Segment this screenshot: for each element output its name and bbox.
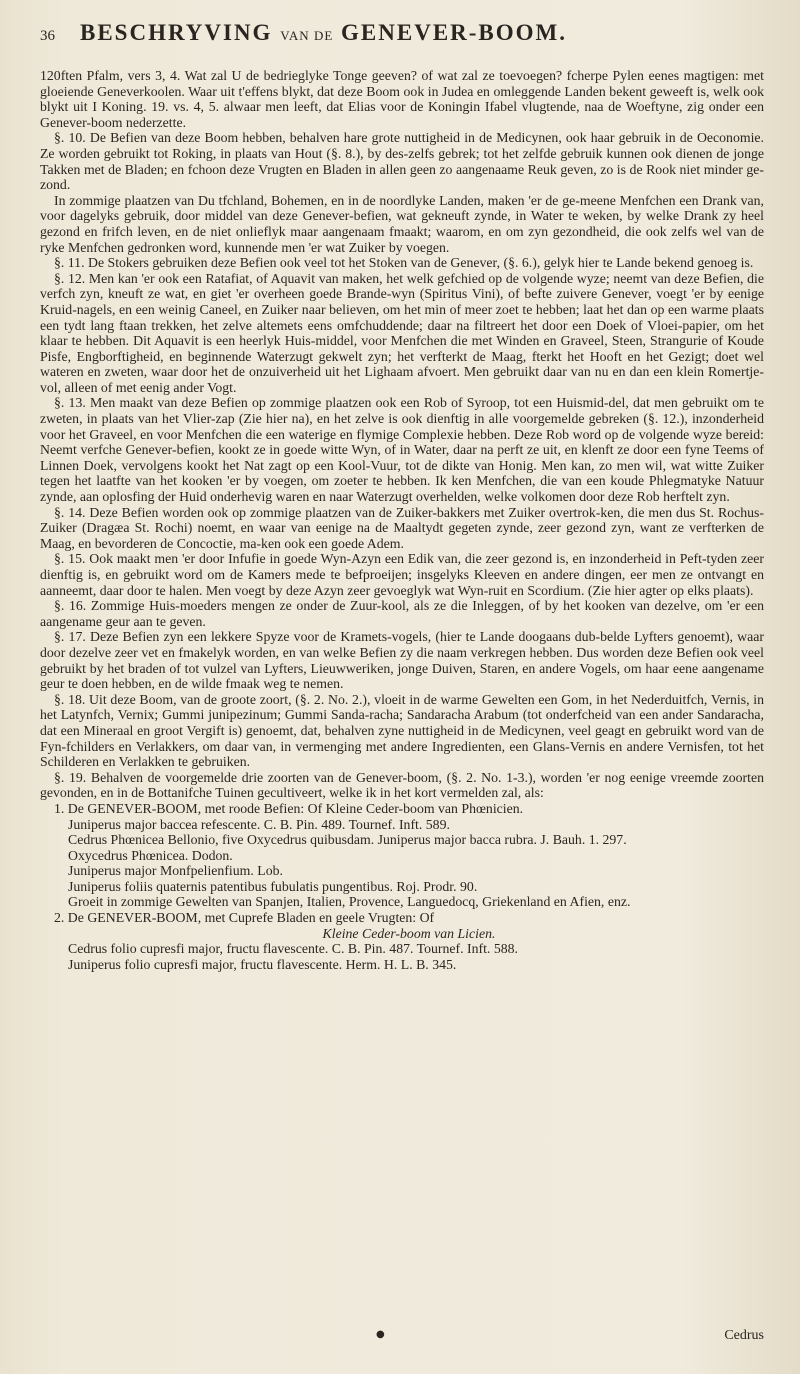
- paragraph: §. 13. Men maakt van deze Befien op zommige plaatzen ook een Rob of Syroop, tot een Huismid-del, dat men gebruikt om te zweten, in plaats van het Vlier-zap (Zie hier na), en het zelve is ook dienftig in alle voorgemelde gebreken (§. 12.), inzonderheid voor het Graveel, en voor Menfchen die een waterige en flymige Complexie hebben. Deze Rob word op de volgende wyze bereid: Neemt verfche Genever-befien, kookt ze in goede witte Wyn, of in Water, daar na perft ze uit, en klenft ze door een fyne Teems of Linnen Doek, vervolgens kookt het Nat zagt op een Kool-Vuur, tot de dikte van Honig. Men kan, zo men wil, wat witte Zuiker tegen het laatfte van het kooken 'er by voegen, om zoeter te hebben. Ik ken Menfchen, die van een koude Phlegmatyke Natuur zynde, aan oplosfing der Huid onderhevig waren en naar Waterzugt overhelden, welke volkomen door deze Rob herftelt zyn.: [40, 395, 764, 505]
- paragraph: §. 18. Uit deze Boom, van de groote zoort, (§. 2. No. 2.), vloeit in de warme Gewelten een Gom, in het Nederduitfch, Vernis, in het Latynfch, Vernix; Gummi junipezinum; Gummi Sanda-racha; Sandaracha Arabum (tot onderfcheid van een ander Sandaracha, dat een Mineraal en groot Vergift is) genoemt, dat, behalven zyne nuttigheid in de Medicynen, veel geagt en gebruikt word van de Fyn-fchilders en Verlakkers, om daar van, in vermenging met andere Ingredienten, een Glans-Vernis en andere Vernisfen, tot het Schilderen en Verlakken te gebruiken.: [40, 691, 764, 770]
- running-title-small: VAN DE: [280, 28, 334, 43]
- paragraph: §. 12. Men kan 'er ook een Ratafiat, of Aquavit van maken, het welk gefchied op de volgende wyze; neemt van deze Befien, die verfch zyn, kneuft ze wat, en giet 'er overheen goede Brande-wyn (Spiritus Vini), of befte zuivere Genever, voegt 'er by eenige Kruid-nagels, en een weinig Caneel, en Zuiker naar believen, om het min of meer zoet te hebben; laat het dan op een warme plaats een tydt lang ftaan trekken, het zelve altemets eens omfchuddende; daar na filtreert het door een Doek of Vloei-papier, om het klaar te hebben. Dit Aquavit is een heerlyk Huis-middel, voor Menfchen die met Winden en Graveel, Steen, Strangurie of Koude Pisfe, Engborftigheid, en beginnende Waterzugt gekwelt zyn; het verfterkt de Maag, fterkt het Hooft en het Gezigt; doet wel wateren en zweten, waar door het de onzuiverheid uit het Lighaam afvoert. Men gebruikt daar van nu en dan een klein Romertje-vol, alleen of met eenig ander Vogt.: [40, 270, 764, 395]
- species-heading: 1. De GENEVER-BOOM, met roode Befien: Of Kleine Ceder-boom van Phœnicien.: [54, 800, 524, 816]
- running-title-part2: GENEVER-BOOM.: [341, 20, 568, 45]
- paragraph: §. 17. Deze Befien zyn een lekkere Spyze voor de Kramets-vogels, (hier te Lande doogaans dub-belde Lyfters genoemt), waar door dezelve zeer vet en fmakelyk worden, en van welke Befien zy die naam verkregen hebben. Dus worden deze Befien ook veel gebruikt by het braden of tot vulzel van Lyfters, Lieuwweriken, jonge Duiven, Staren, en andere Vogels, om haar eene aangename geur te doen hebben, en de wilde fmaak weg te nemen.: [40, 629, 764, 692]
- catchword: Cedrus: [724, 1328, 764, 1343]
- species-subheading: Kleine Ceder-boom van Licien.: [322, 925, 496, 941]
- running-title: [80, 20, 764, 46]
- synonym-line: Oxycedrus Phœnicea. Dodon.: [68, 847, 233, 863]
- synonym-line: Juniperus folio cupresfi major, fructu flavescente. Herm. H. L. B. 345.: [68, 956, 457, 972]
- synonym-line: Juniperus foliis quaternis patentibus fubulatis pungentibus. Roj. Prodr. 90.: [68, 878, 478, 894]
- paragraph: §. 11. De Stokers gebruiken deze Befien ook veel tot het Stoken van de Genever, (§. 6.), gelyk hier te Lande bekend genoeg is.: [54, 255, 754, 271]
- synonym-line: Cedrus Phœnicea Bellonio, five Oxycedrus quibusdam. Juniperus major bacca rubra. J. Bauh. 1. 297.: [68, 832, 627, 848]
- species-heading: 2. De GENEVER-BOOM, met Cuprefe Bladen en geele Vrugten: Of: [54, 910, 435, 926]
- paragraph: §. 19. Behalven de voorgemelde drie zoorten van de Genever-boom, (§. 2. No. 1-3.), worden 'er nog eenige vreemde zoorten gevonden, en in de Bottanifche Tuinen gecultiveert, welke ik in het kort vermelden zal, als:: [40, 769, 764, 801]
- paragraph: §. 16. Zommige Huis-moeders mengen ze onder de Zuur-kool, als ze die Inleggen, of by het kooken van dezelve, om 'er een aangename geur aan te geven.: [40, 598, 764, 629]
- running-title-part1: BESCHRYVING: [80, 20, 273, 45]
- synonym-line: Juniperus major baccea refescente. C. B. Pin. 489. Tournef. Inft. 589.: [68, 816, 450, 832]
- body-text: [40, 68, 764, 972]
- paragraph: 120ften Pfalm, vers 3, 4. Wat zal U de bedrieglyke Tonge geeven? of wat zal ze toevoegen? fcherpe Pylen eenes magtigen: met gloeiende Geneverkoolen. Waar uit t'effens blykt, dat deze Boom ook in Judea en omleggende Landen bekent geweeft is, welk ook blykt uit I Koning. 19. vs. 4, 5. alwaar men leeft, dat Elias voor de Koningin Ifabel vlugtende, naa de Woeftyne, zig onder een Genever-boom nederzette.: [40, 68, 764, 130]
- synonym-line: Juniperus major Monfpelienfium. Lob.: [68, 863, 283, 879]
- species-entry: [40, 910, 764, 972]
- paragraph: §. 10. De Befien van deze Boom hebben, behalven hare grote nuttigheid in de Medicynen, ook haar gebruik in de Oeconomie. Ze worden gebruikt tot Roking, in plaats van Hout (§. 8.), by des-zelfs gebrek; tot het zelfde gebruik kunnen ook dienen de jonge Takken met de Bladen; en fchoon deze Vrugten en Bladen in allen geen zo aangenaame Reuk geven, zo is de Rook niet minder ge-zond.: [40, 130, 764, 193]
- paragraph: §. 15. Ook maakt men 'er door Infufie in goede Wyn-Azyn een Edik van, die zeer gezond is, en inzonderheid in Peft-tyden zeer dienftig is, en gebruikt word om de Kamers mede te befproeijen; insgelyks Kleeven en andere dingen, eer men ze ontvangt en aanneemt, daar door te halen. Men voegt by deze Azyn zeer gevoeglyk wat Wyn-ruit en Scordium. (Zie hier agter op elks plaats).: [40, 551, 764, 598]
- print-mark: ●: [376, 1329, 385, 1340]
- paragraph: In zommige plaatzen van Du tfchland, Bohemen, en in de noordlyke Landen, maken 'er de ge-meene Menfchen een Drank van, voor dagelyks gebruik, door middel van deze Genever-befien, wat gekneuft zynde, in Water te weken, by welke Drank zy heel gezond en frifch leven, en de niet onlieflyk maar aangenaam fmaakt; waarom, en om zyn gezondheid, die ook zelfs wel van de ryke Menfchen gedronken word, kunnende men 'er wat Zuiker by voegen.: [40, 192, 764, 255]
- species-entry: [40, 801, 764, 910]
- synonym-line: Cedrus folio cupresfi major, fructu flavescente. C. B. Pin. 487. Tournef. Inft. 588.: [68, 941, 518, 957]
- paragraph: §. 14. Deze Befien worden ook op zommige plaatzen van de Zuiker-bakkers met Zuiker overtrok-ken, die men dus St. Rochus-Zuiker (Dragæa St. Rochi) noemt, en waar van eenige na de Maaltydt gegeten zynde, zeer gezond zyn, want ze verfterken de Maag, en bevorderen de Concoctie, ma-ken ook een goede Adem.: [40, 504, 764, 551]
- synonym-line: Groeit in zommige Gewelten van Spanjen, Italien, Provence, Languedocq, Griekenland en Afien, enz.: [68, 894, 631, 910]
- page-header: [40, 20, 764, 68]
- page-number: 36: [40, 28, 55, 44]
